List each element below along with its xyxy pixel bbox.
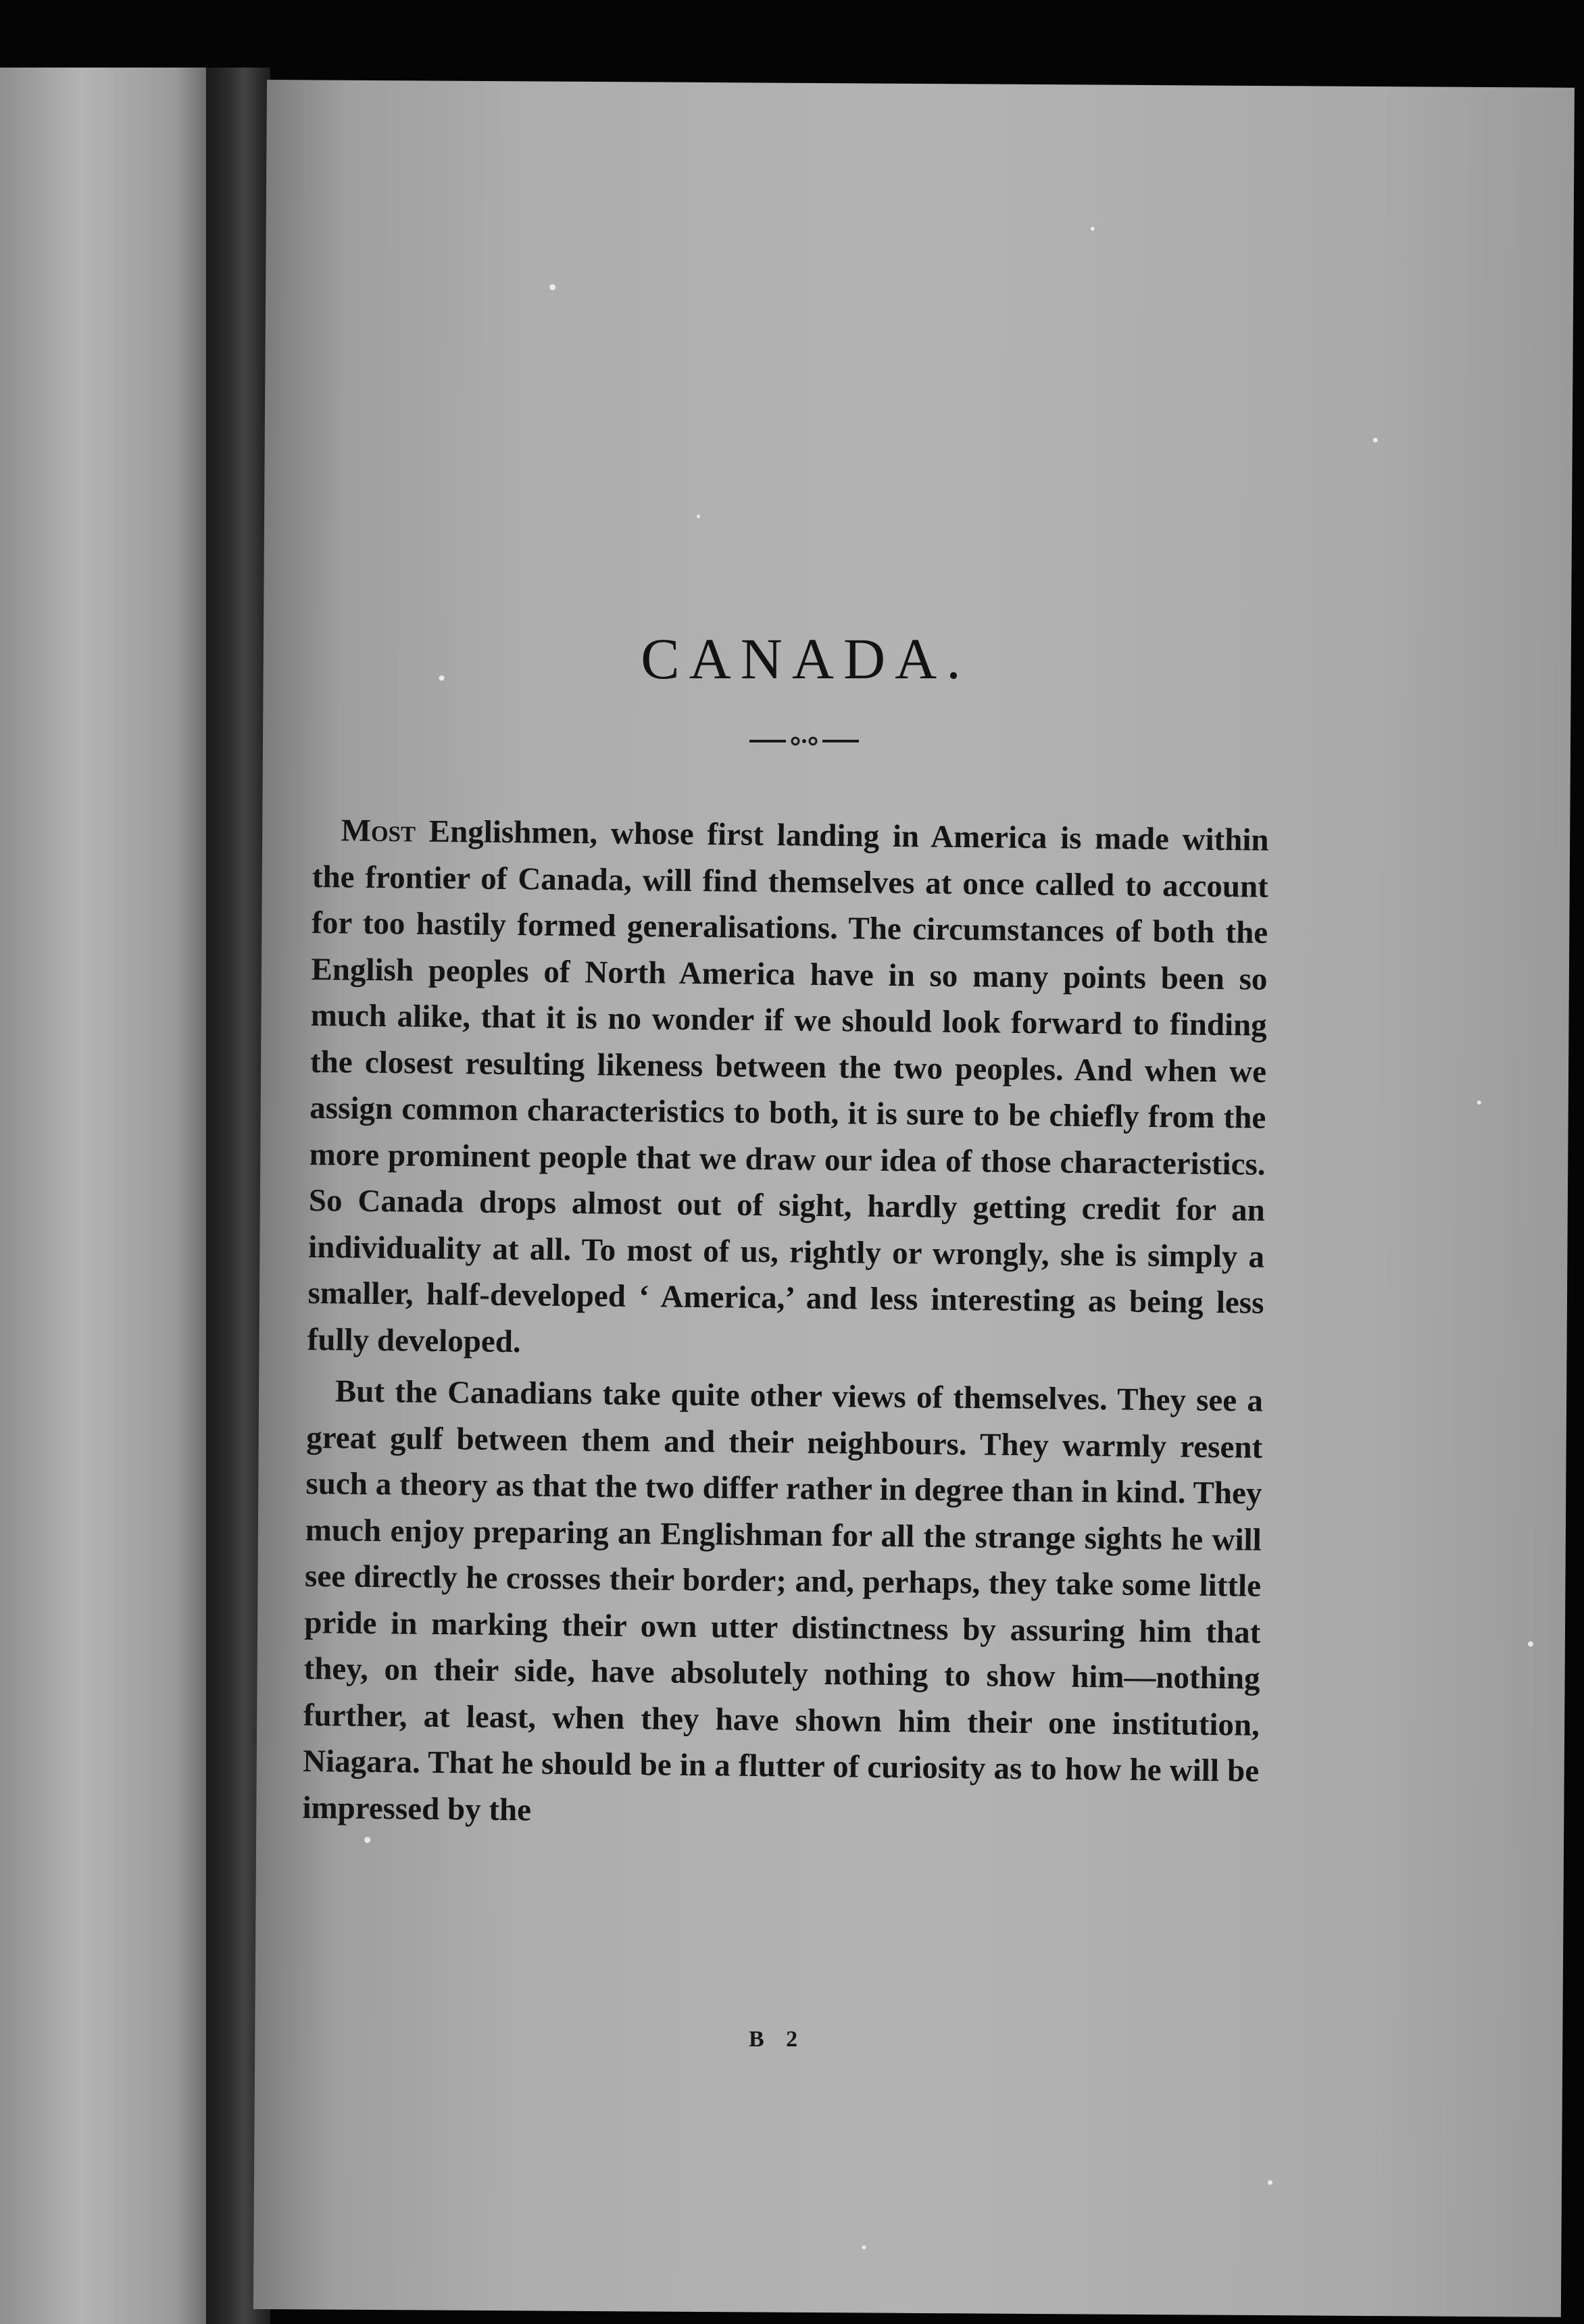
title-ornament (747, 736, 862, 746)
paragraph-lead-word: Most (341, 813, 416, 849)
paragraph-text: Englishmen, whose first landing in America is made within the frontier of Canada, will find themselves at once called to account for too hastily formed generalisations. The circumstances of both the English peoples of North America have in so many points been so much alike, that it is no wonder if we should look forward to finding the closest resulting likeness between the two peoples. And when we assign common characteristics to both, it is sure to be chiefly from the more prominent people that we draw our idea of those characteristics. So Canada drops almost out of sight, hardly getting credit for an individuality at all. To most of us, rightly or wrongly, she is simply a smaller, half-developed ‘ America,’ and less interesting as being less fully developed. (307, 813, 1269, 1359)
signature-mark: B 2 (749, 2027, 806, 2052)
body-text (302, 807, 1269, 1841)
paragraph-text: But the Canadians take quite other views of themselves. They see a great gulf between them and their neighbours. They warmly resent such a theory as that the two differ rather in degree than in kind. They much enjoy preparing an Englishman for all the strange sights he will see directly he crosses their border; and, perhaps, they take some little pride in marking their own utter distinctness by assuring him that they, on their side, have absolutely nothing to show him—nothing further, at least, when they have shown him their one institution, Niagara. That he should be in a flutter of curiosity as to how he will be impressed by the (302, 1373, 1264, 1827)
page-title: CANADA. (641, 626, 970, 691)
paragraph-2 (302, 1368, 1263, 1841)
left-page-edge (0, 68, 206, 2324)
paragraph-1 (307, 807, 1269, 1373)
